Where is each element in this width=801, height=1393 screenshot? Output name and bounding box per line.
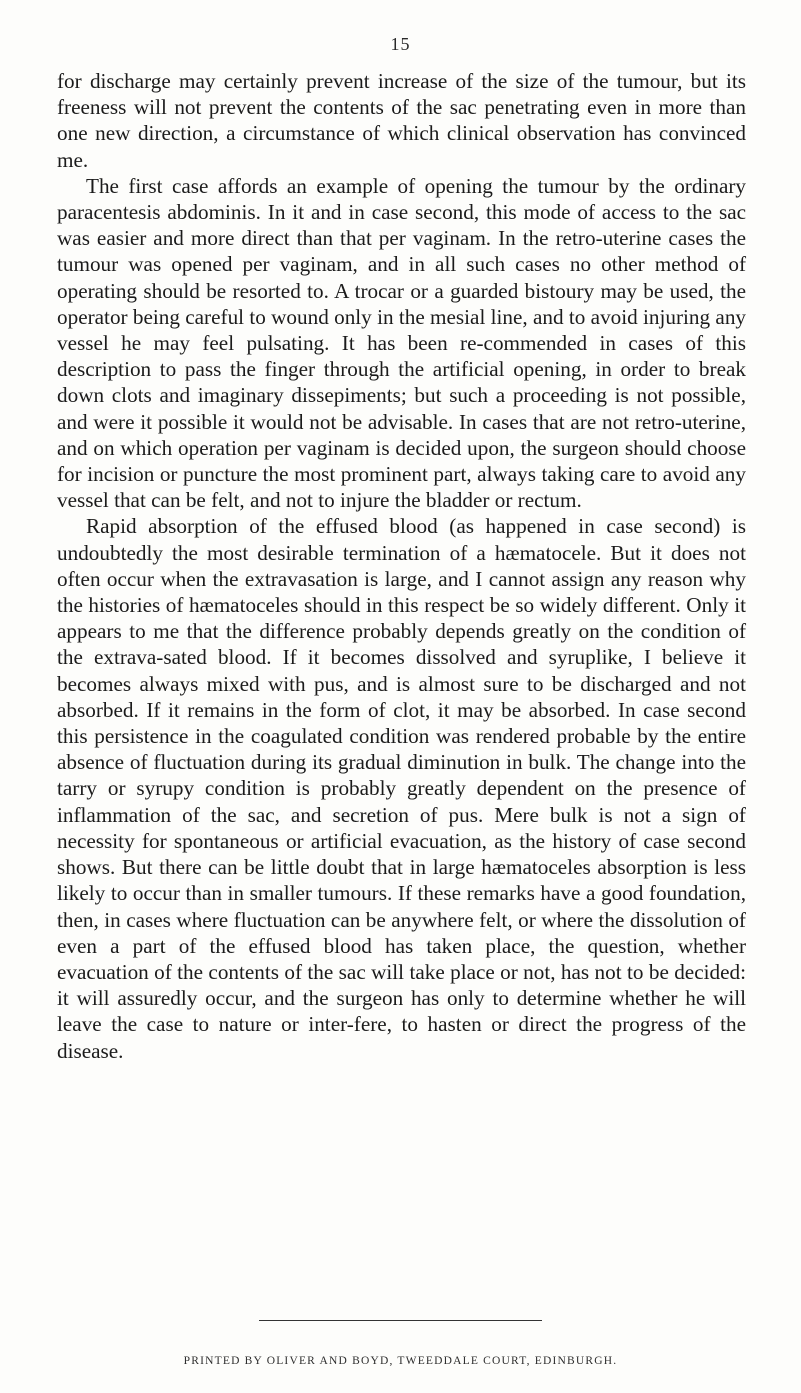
paragraph-absorption: Rapid absorption of the effused blood (as happened in case second) is undoubtedly the most desirable termination of a hæmatocele. But it does not often occur when the extravasation is large, and I cannot assign any reason why the histories of hæmatoceles should in this respect be so widely different. Only it appears to me that the difference probably depends greatly on the condition of the extrava-sated blood. If it becomes dissolved and syruplike, I believe it becomes always mixed with pus, and is almost sure to be discharged and not absorbed. If it remains in the form of clot, it may be absorbed. In case second this persistence in the coagulated condition was rendered probable by the entire absence of fluctuation during its gradual diminution in bulk. The change into the tarry or syrupy condition is probably greatly dependent on the presence of inflammation of the sac, and secretion of pus. Mere bulk is not a sign of necessity for spontaneous or artificial evacuation, as the history of case second shows. But there can be little doubt that in large hæmatoceles absorption is less likely to occur than in smaller tumours. If these remarks have a good foundation, then, in cases where fluctuation can be anywhere felt, or where the dissolution of even a part of the effused blood has taken place, the question, whether evacuation of the contents of the sac will take place or not, has not to be decided: it will assuredly occur, and the surgeon has only to determine whether he will leave the case to nature or inter-fere, to hasten or direct the progress of the disease. <box>57 514 746 1063</box>
paragraph-continuation: for discharge may certainly prevent increase of the size of the tumour, but its freeness will not prevent the contents of the sac penetrating even in more than one new direction, a circumstance of which clinical observation has convinced me. <box>57 69 746 172</box>
footer-divider <box>259 1320 542 1321</box>
printer-imprint: PRINTED BY OLIVER AND BOYD, TWEEDDALE COURT, EDINBURGH. <box>183 1355 618 1367</box>
page-number: 15 <box>390 34 411 54</box>
paragraph-opening-tumour: The first case affords an example of opening the tumour by the ordinary paracentesis abdominis. In it and in case second, this mode of access to the sac was easier and more direct than that per vaginam. In the retro-uterine cases the tumour was opened per vaginam, and in all such cases no other method of operating should be resorted to. A trocar or a guarded bistoury may be used, the operator being careful to wound only in the mesial line, and to avoid injuring any vessel he may feel pulsating. It has been re-commended in cases of this description to pass the finger through the artificial opening, in order to break down clots and imaginary dissepiments; but such a proceeding is not possible, and were it possible it would not be advisable. In cases that are not retro-uterine, and on which operation per vaginam is decided upon, the surgeon should choose for incision or puncture the most prominent part, always taking care to avoid any vessel that can be felt, and not to injure the bladder or rectum. <box>57 173 747 513</box>
body-text <box>57 68 746 1064</box>
